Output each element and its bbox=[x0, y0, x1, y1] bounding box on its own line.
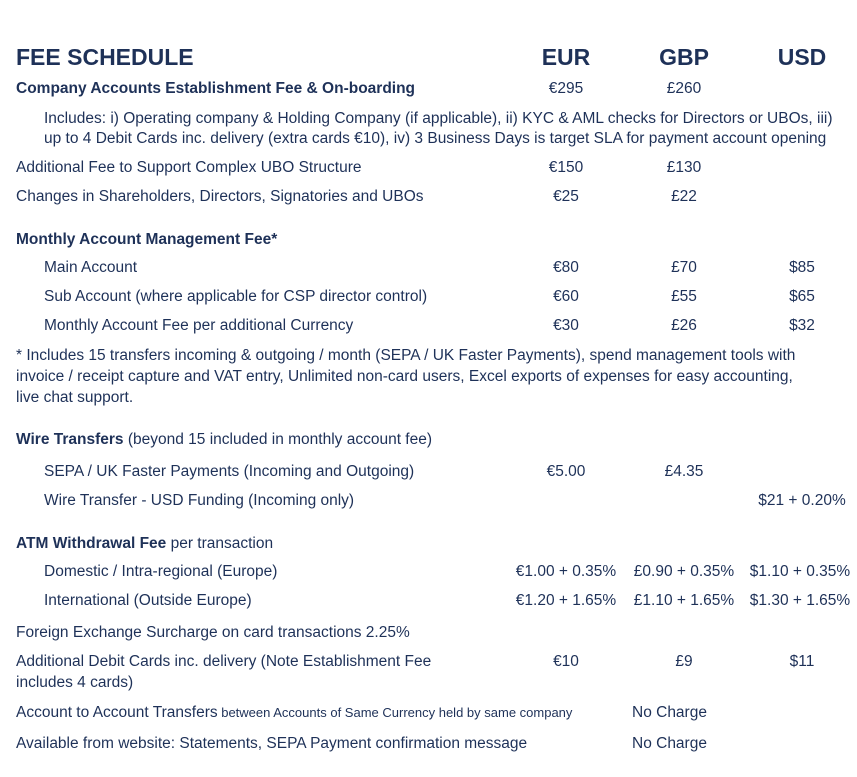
a2a-transfers-main: Account to Account Transfers bbox=[16, 704, 218, 721]
company-accounts-includes-line1: Includes: i) Operating company & Holding Company (if applicable), ii) KYC & AML checks for Directors or UBOs, iii) bbox=[44, 110, 833, 127]
a2a-transfers-label bbox=[16, 703, 572, 723]
atm-heading bbox=[16, 534, 273, 554]
atm-international-usd: $1.30 + 1.65% bbox=[749, 592, 851, 609]
monthly-footnote-line2: invoice / receipt capture and VAT entry, Unlimited non-card users, Excel exports of expenses for easy accounting, bbox=[16, 368, 793, 385]
company-accounts-gbp: £260 bbox=[666, 80, 702, 97]
debit-cards-label-line2: includes 4 cards) bbox=[16, 674, 134, 691]
sub-account-usd: $65 bbox=[789, 288, 815, 305]
debit-cards-usd: $11 bbox=[789, 653, 815, 670]
sub-account-label: Sub Account (where applicable for CSP director control) bbox=[44, 288, 428, 305]
shareholder-changes-eur: €25 bbox=[553, 188, 579, 205]
debit-cards-gbp: £9 bbox=[675, 653, 693, 670]
atm-subtitle: per transaction bbox=[166, 535, 274, 552]
usd-funding-label: Wire Transfer - USD Funding (Incoming only) bbox=[44, 492, 355, 509]
wire-transfers-subtitle: (beyond 15 included in monthly account fee) bbox=[123, 431, 433, 448]
complex-ubo-label: Additional Fee to Support Complex UBO Structure bbox=[16, 159, 362, 176]
company-accounts-includes-line2: up to 4 Debit Cards inc. delivery (extra cards €10), iv) 3 Business Days is target SLA for payment account opening bbox=[44, 130, 827, 147]
additional-currency-label: Monthly Account Fee per additional Currency bbox=[44, 317, 354, 334]
atm-domestic-usd: $1.10 + 0.35% bbox=[749, 563, 851, 580]
complex-ubo-eur: €150 bbox=[548, 159, 584, 176]
monthly-fee-title: Monthly Account Management Fee* bbox=[16, 231, 278, 248]
company-accounts-eur: €295 bbox=[548, 80, 584, 97]
shareholder-changes-label: Changes in Shareholders, Directors, Signatories and UBOs bbox=[16, 188, 424, 205]
website-availability-value: No Charge bbox=[632, 735, 707, 752]
additional-currency-usd: $32 bbox=[789, 317, 815, 334]
sepa-gbp: £4.35 bbox=[664, 463, 704, 480]
atm-international-gbp: £1.10 + 1.65% bbox=[633, 592, 735, 609]
wire-transfers-title: Wire Transfers bbox=[16, 431, 124, 448]
wire-transfers-heading bbox=[16, 430, 432, 450]
main-account-label: Main Account bbox=[44, 259, 138, 276]
a2a-transfers-detail: between Accounts of Same Currency held by same company bbox=[217, 705, 573, 720]
usd-funding-usd: $21 + 0.20% bbox=[758, 492, 846, 509]
fx-surcharge: Foreign Exchange Surcharge on card transactions 2.25% bbox=[16, 624, 410, 641]
monthly-footnote-line1: * Includes 15 transfers incoming & outgoing / month (SEPA / UK Faster Payments), spend management tools with bbox=[16, 347, 796, 364]
main-account-gbp: £70 bbox=[671, 259, 697, 276]
additional-currency-eur: €30 bbox=[553, 317, 579, 334]
atm-international-eur: €1.20 + 1.65% bbox=[515, 592, 617, 609]
sub-account-eur: €60 bbox=[553, 288, 579, 305]
atm-domestic-gbp: £0.90 + 0.35% bbox=[633, 563, 735, 580]
page-title: FEE SCHEDULE bbox=[16, 44, 194, 70]
main-account-usd: $85 bbox=[789, 259, 815, 276]
debit-cards-label-line1: Additional Debit Cards inc. delivery (Note Establishment Fee bbox=[16, 653, 432, 670]
currency-header-usd: USD bbox=[777, 44, 827, 70]
atm-international-label: International (Outside Europe) bbox=[44, 592, 252, 609]
a2a-transfers-value: No Charge bbox=[632, 704, 707, 721]
sepa-eur: €5.00 bbox=[546, 463, 586, 480]
shareholder-changes-gbp: £22 bbox=[671, 188, 697, 205]
sepa-label: SEPA / UK Faster Payments (Incoming and Outgoing) bbox=[44, 463, 415, 480]
atm-title: ATM Withdrawal Fee bbox=[16, 535, 167, 552]
additional-currency-gbp: £26 bbox=[671, 317, 697, 334]
company-accounts-title: Company Accounts Establishment Fee & On-boarding bbox=[16, 80, 416, 97]
atm-domestic-label: Domestic / Intra-regional (Europe) bbox=[44, 563, 278, 580]
currency-header-gbp: GBP bbox=[659, 44, 709, 70]
complex-ubo-gbp: £130 bbox=[666, 159, 702, 176]
atm-domestic-eur: €1.00 + 0.35% bbox=[515, 563, 617, 580]
currency-header-eur: EUR bbox=[541, 44, 591, 70]
debit-cards-eur: €10 bbox=[553, 653, 579, 670]
website-availability-label: Available from website: Statements, SEPA Payment confirmation message bbox=[16, 735, 528, 752]
main-account-eur: €80 bbox=[553, 259, 579, 276]
sub-account-gbp: £55 bbox=[671, 288, 697, 305]
monthly-footnote-line3: live chat support. bbox=[16, 389, 134, 406]
